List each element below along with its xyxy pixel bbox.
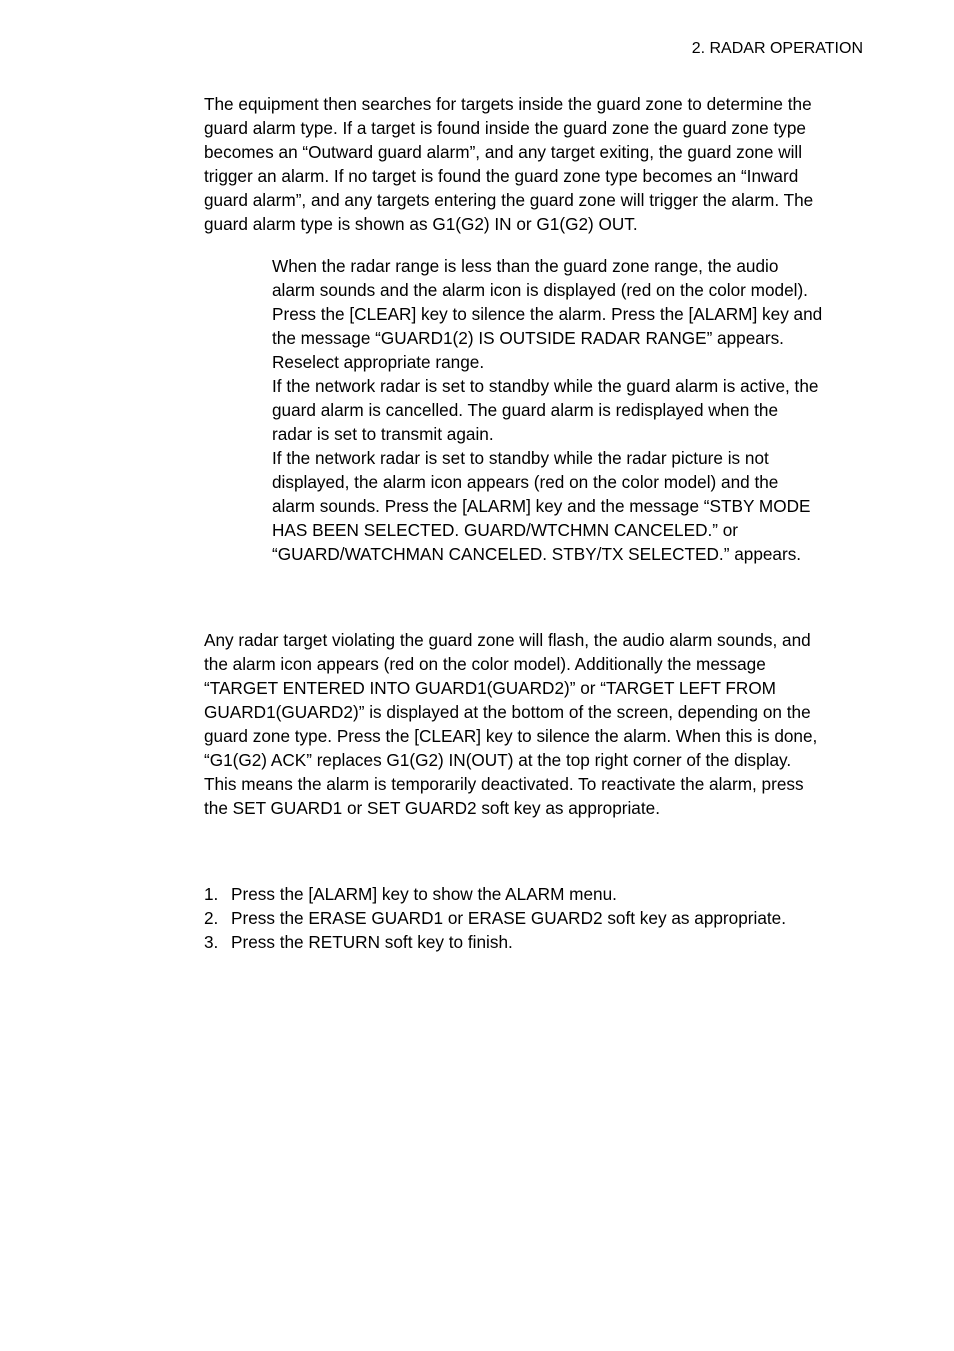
running-header: 2. RADAR OPERATION [691,40,863,57]
step-number: 2. [204,908,219,928]
guard-violation-paragraph [204,628,869,820]
paragraph-line: guard alarm type. If a target is found inside the guard zone the guard zone type [204,118,806,138]
paragraph-line: guard alarm type is shown as G1(G2) IN or G1(G2) OUT. [204,214,638,234]
note-line: guard alarm is cancelled. The guard alarm is redisplayed when the [272,400,779,420]
note-line: alarm sounds. Press the [ALARM] key and the message “STBY MODE [272,496,811,516]
paragraph-line: guard alarm”, and any targets entering the guard zone will trigger the alarm. The [204,190,814,210]
note-line: When the radar range is less than the guard zone range, the audio [272,256,779,276]
paragraph-line: becomes an “Outward guard alarm”, and any target exiting, the guard zone will [204,142,803,162]
step-text: Press the RETURN soft key to finish. [231,932,513,952]
erase-guard-steps-list [204,882,786,954]
list-item [204,930,786,954]
note-line: Press the [CLEAR] key to silence the alarm. Press the [ALARM] key and [272,304,823,324]
paragraph-line: “G1(G2) ACK” replaces G1(G2) IN(OUT) at the top right corner of the display. [204,750,792,770]
note-line: “GUARD/WATCHMAN CANCELED. STBY/TX SELECTED.” appears. [272,544,802,564]
note-line: alarm sounds and the alarm icon is displayed (red on the color model). [272,280,808,300]
guard-alarm-type-paragraph [204,92,869,236]
note-line: Reselect appropriate range. [272,352,485,372]
paragraph-line: “TARGET ENTERED INTO GUARD1(GUARD2)” or “TARGET LEFT FROM [204,678,777,698]
notes-block [272,254,872,566]
list-item [204,906,786,930]
note-line: HAS BEEN SELECTED. GUARD/WTCHMN CANCELED.” or [272,520,739,540]
step-number: 1. [204,884,219,904]
note-line: radar is set to transmit again. [272,424,494,444]
note-line: displayed, the alarm icon appears (red on the color model) and the [272,472,779,492]
paragraph-line: the alarm icon appears (red on the color model). Additionally the message [204,654,766,674]
paragraph-line: GUARD1(GUARD2)” is displayed at the bottom of the screen, depending on the [204,702,811,722]
paragraph-line: Any radar target violating the guard zone will flash, the audio alarm sounds, and [204,630,811,650]
paragraph-line: guard zone type. Press the [CLEAR] key to silence the alarm. When this is done, [204,726,818,746]
note-line: the message “GUARD1(2) IS OUTSIDE RADAR RANGE” appears. [272,328,784,348]
paragraph-line: The equipment then searches for targets inside the guard zone to determine the [204,94,812,114]
list-item [204,882,786,906]
paragraph-line: the SET GUARD1 or SET GUARD2 soft key as appropriate. [204,798,660,818]
paragraph-line: trigger an alarm. If no target is found the guard zone type becomes an “Inward [204,166,799,186]
step-text: Press the ERASE GUARD1 or ERASE GUARD2 soft key as appropriate. [231,908,786,928]
note-line: If the network radar is set to standby while the guard alarm is active, the [272,376,819,396]
paragraph-line: This means the alarm is temporarily deactivated. To reactivate the alarm, press [204,774,804,794]
note-line: If the network radar is set to standby while the radar picture is not [272,448,769,468]
step-number: 3. [204,932,219,952]
step-text: Press the [ALARM] key to show the ALARM menu. [231,884,617,904]
